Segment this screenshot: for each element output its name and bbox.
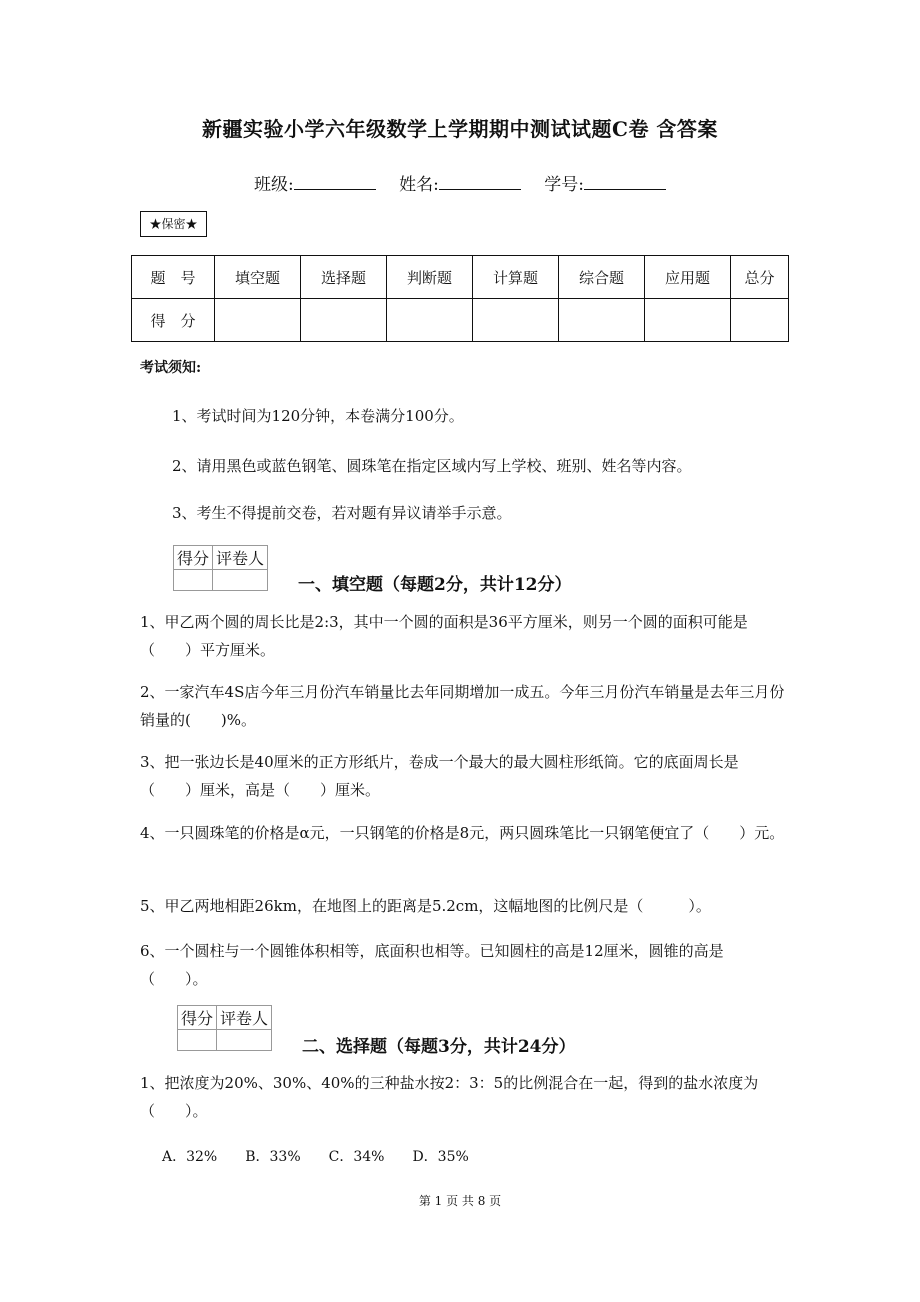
class-blank[interactable] — [294, 175, 376, 190]
grader-name-label: 评卷人 — [213, 546, 268, 570]
question-item: 1、甲乙两个圆的周长比是2:3，其中一个圆的面积是36平方厘米，则另一个圆的面积可能是（ ）平方厘米。 — [140, 613, 748, 659]
section-heading-choice: 二、选择题（每题3分，共计24分） — [302, 1037, 576, 1057]
grader-name-cell[interactable] — [213, 570, 268, 591]
grader-name-label: 评卷人 — [217, 1006, 272, 1030]
name-label: 姓名: — [399, 175, 439, 195]
score-cell[interactable] — [387, 299, 473, 342]
score-table-header-cell: 选择题 — [301, 256, 387, 299]
grader-score-label: 得分 — [174, 546, 213, 570]
name-field[interactable] — [399, 175, 521, 195]
page-title: 新疆实验小学六年级数学上学期期中测试试题C卷 含答案 — [202, 117, 718, 141]
student-id-label: 学号: — [544, 175, 584, 195]
score-cell[interactable] — [215, 299, 301, 342]
score-table-header-row — [132, 256, 789, 299]
score-table-header-cell: 综合题 — [559, 256, 645, 299]
score-cell[interactable] — [559, 299, 645, 342]
question-item: 4、一只圆珠笔的价格是α元，一只钢笔的价格是8元，两只圆珠笔比一只钢笔便宜了（ ）元。 — [140, 824, 785, 842]
question-item: 5、甲乙两地相距26km，在地图上的距离是5.2cm，这幅地图的比例尺是（ ）。 — [140, 897, 711, 915]
confidential-stamp: ★保密★ — [140, 211, 207, 237]
name-blank[interactable] — [439, 175, 521, 190]
score-table — [131, 255, 789, 342]
exam-rule: 2、请用黑色或蓝色钢笔、圆珠笔在指定区域内写上学校、班别、姓名等内容。 — [172, 457, 692, 475]
class-field[interactable] — [254, 175, 376, 195]
grader-score-cell[interactable] — [174, 570, 213, 591]
grader-score-label: 得分 — [178, 1006, 217, 1030]
exam-rule: 1、考试时间为120分钟，本卷满分100分。 — [172, 407, 464, 425]
score-row-label: 得 分 — [132, 299, 215, 342]
grader-box — [173, 545, 268, 591]
grader-box — [177, 1005, 272, 1051]
score-table-header-cell: 填空题 — [215, 256, 301, 299]
score-table-header-cell: 题 号 — [132, 256, 215, 299]
score-table-header-cell: 总分 — [731, 256, 789, 299]
grader-name-cell[interactable] — [217, 1030, 272, 1051]
grader-score-cell[interactable] — [178, 1030, 217, 1051]
question-item: 2、一家汽车4S店今年三月份汽车销量比去年同期增加一成五。今年三月份汽车销量是去年三月份销量的( )%。 — [140, 683, 785, 729]
answer-options: A．32% B．33% C．34% D．35% — [162, 1149, 469, 1165]
exam-rule: 3、考生不得提前交卷，若对题有异议请举手示意。 — [172, 504, 512, 522]
score-table-header-cell: 判断题 — [387, 256, 473, 299]
score-cell[interactable] — [473, 299, 559, 342]
score-cell[interactable] — [731, 299, 789, 342]
exam-notice-heading: 考试须知: — [140, 360, 202, 376]
student-id-blank[interactable] — [584, 175, 666, 190]
score-cell[interactable] — [645, 299, 731, 342]
score-table-header-cell: 计算题 — [473, 256, 559, 299]
question-item: 6、一个圆柱与一个圆锥体积相等，底面积也相等。已知圆柱的高是12厘米，圆锥的高是（ ）。 — [140, 942, 724, 988]
section-heading-fill-blank: 一、填空题（每题2分，共计12分） — [298, 575, 572, 595]
student-info-line — [0, 170, 920, 195]
class-label: 班级: — [253, 175, 294, 195]
question-item: 3、把一张边长是40厘米的正方形纸片，卷成一个最大的最大圆柱形纸筒。它的底面周长是（ ）厘米，高是（ ）厘米。 — [140, 753, 739, 799]
page-footer: 第 1 页 共 8 页 — [418, 1194, 502, 1208]
score-cell[interactable] — [301, 299, 387, 342]
student-id-field[interactable] — [544, 175, 666, 195]
score-table-score-row — [132, 299, 789, 342]
question-item: 1、把浓度为20%、30%、40%的三种盐水按2：3：5的比例混合在一起，得到的盐水浓度为（ ）。 — [140, 1074, 759, 1120]
score-table-header-cell: 应用题 — [645, 256, 731, 299]
